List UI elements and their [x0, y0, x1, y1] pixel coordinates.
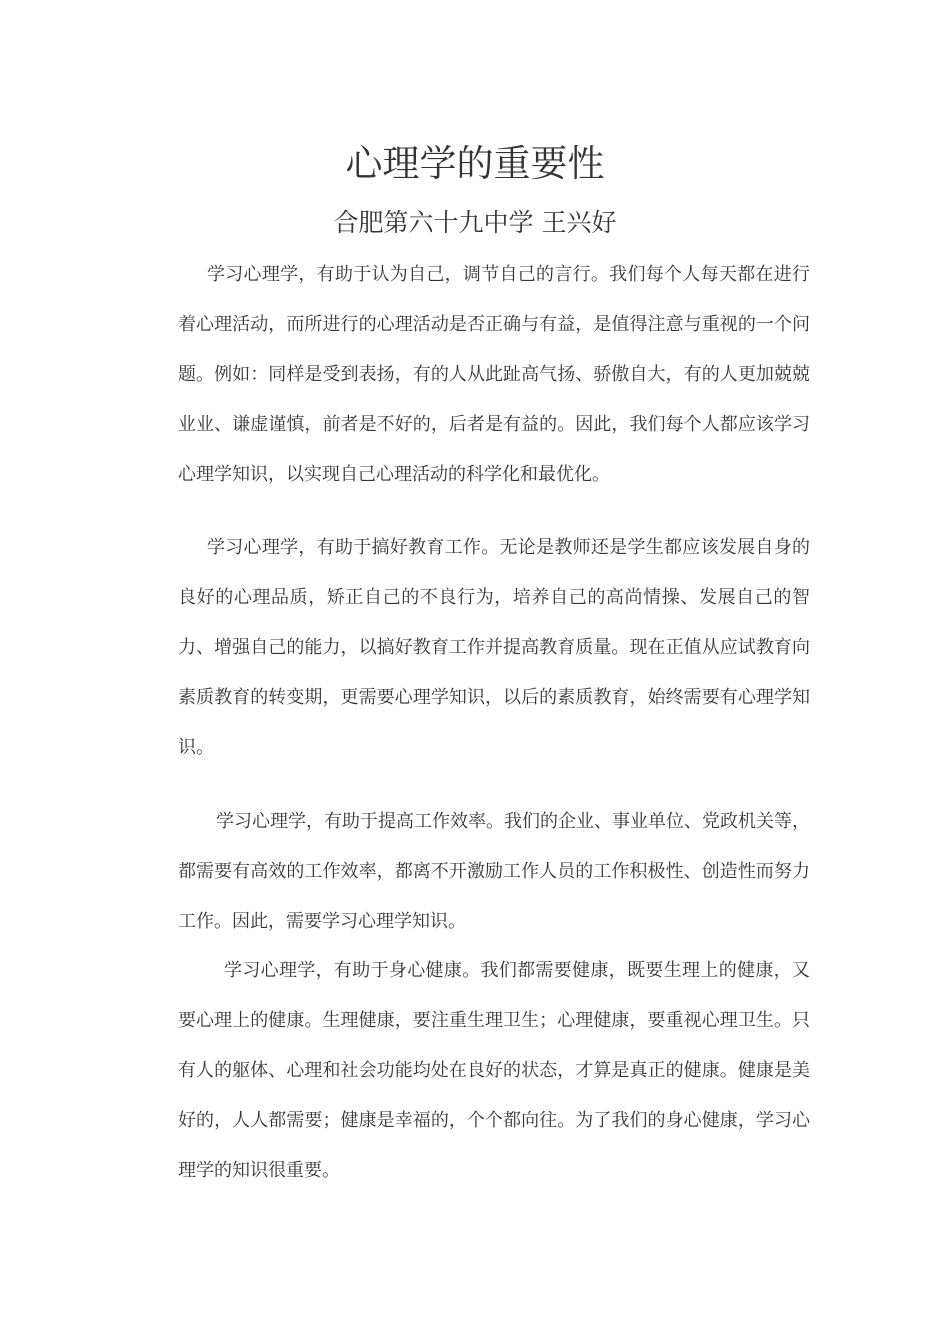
author-line: 合肥第六十九中学 王兴好: [333, 208, 617, 237]
document-title: 心理学的重要性: [345, 142, 605, 185]
paragraph-1: 学习心理学，有助于认为自己，调节自己的言行。我们每个人每天都在进行着心理活动，而所进行的心理活动是否正确与有益，是值得注意与重视的一个问题。例如：同样是受到表扬，有的人从此趾高气扬、骄傲自大，有的人更加兢兢业业、谦虚谨慎，前者是不好的，后者是有益的。因此，我们每个人都应该学习心理学知识，以实现自己心理活动的科学化和最优化。: [178, 264, 810, 485]
paragraph-4: 学习心理学，有助于身心健康。我们都需要健康，既要生理上的健康，又要心理上的健康。生理健康，要注重生理卫生；心理健康，要重视心理卫生。只有人的躯体、心理和社会功能均处在良好的状态，才算是真正的健康。健康是美好的，人人都需要；健康是幸福的，个个都向往。为了我们的身心健康，学习心理学的知识很重要。: [178, 960, 810, 1181]
paragraph-3: 学习心理学，有助于提高工作效率。我们的企业、事业单位、党政机关等，都需要有高效的工作效率，都离不开激励工作人员的工作积极性、创造性而努力工作。因此，需要学习心理学知识。: [178, 811, 810, 932]
paragraph-2: 学习心理学，有助于搞好教育工作。无论是教师还是学生都应该发展自身的良好的心理品质，矫正自己的不良行为，培养自己的高尚情操、发展自己的智力、增强自己的能力，以搞好教育工作并提高教育质量。现在正值从应试教育向素质教育的转变期，更需要心理学知识，以后的素质教育，始终需要有心理学知识。: [178, 537, 810, 758]
